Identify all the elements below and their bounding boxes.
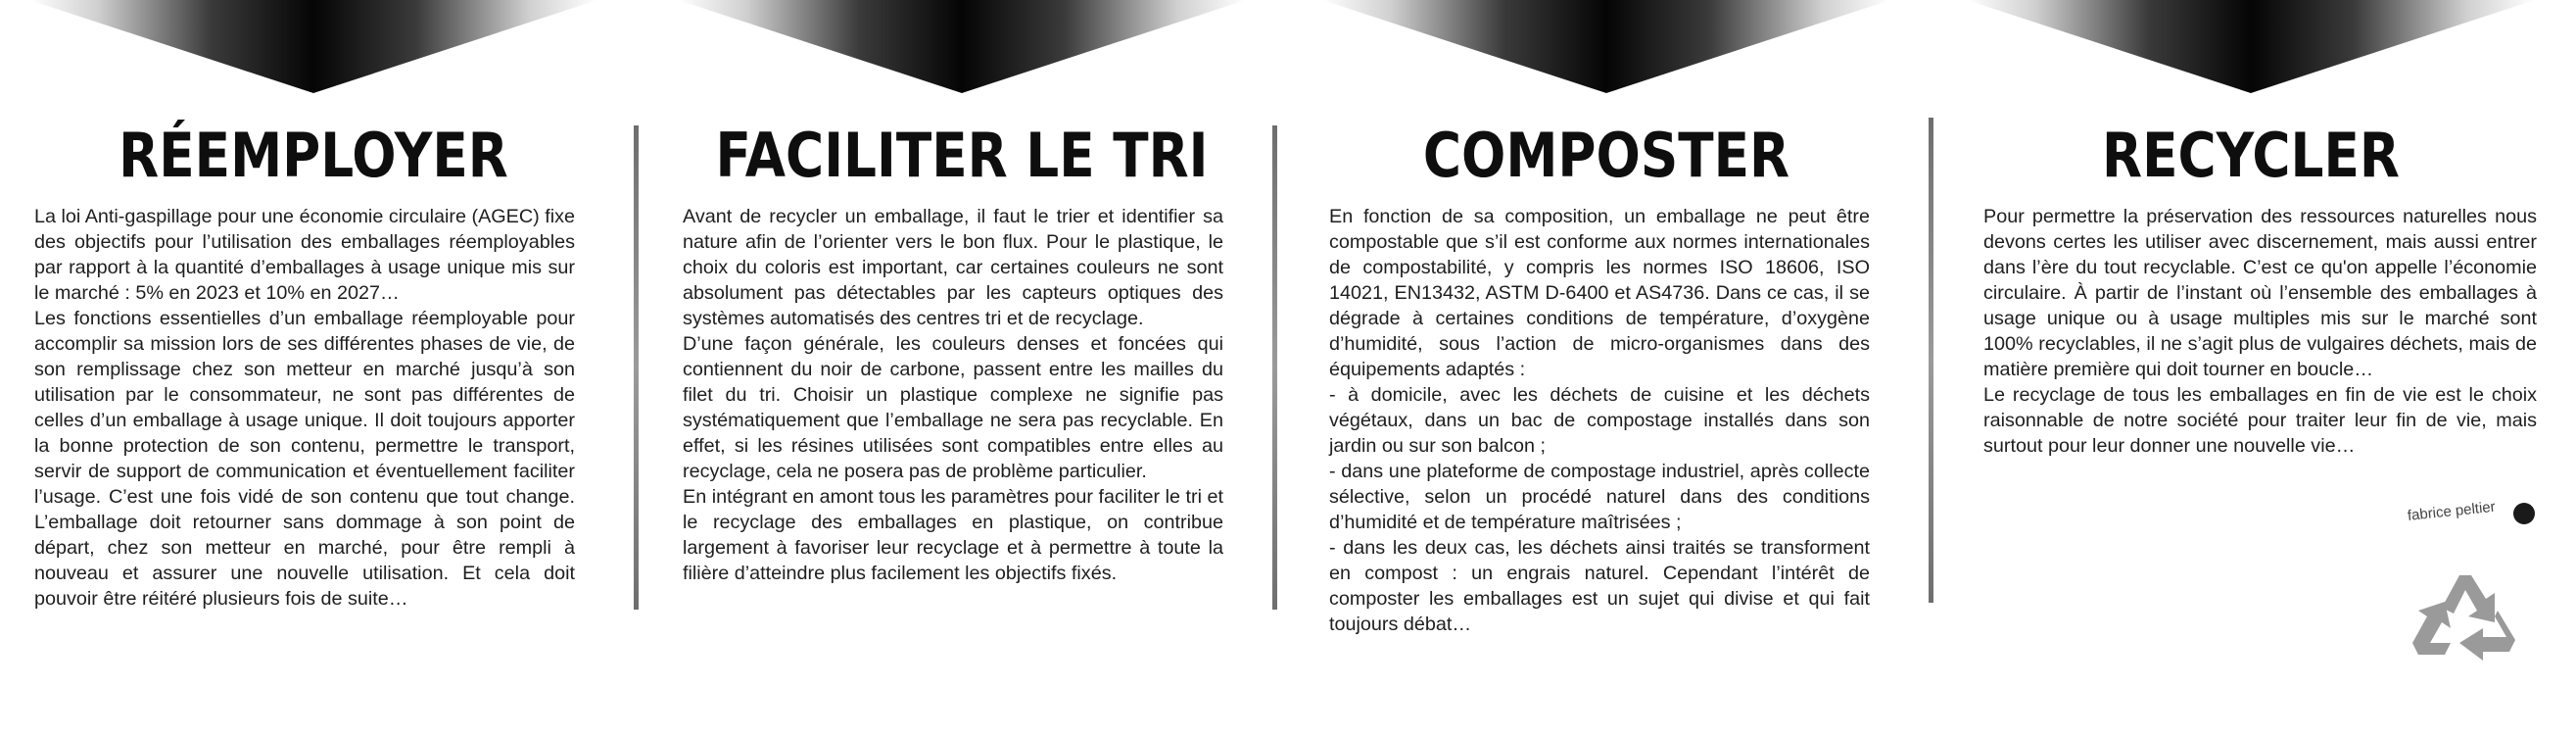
chevron-banner-graphic xyxy=(648,0,1275,93)
paragraph: Avant de recycler un emballage, il faut le trier et identifier sa nature afin de l’orienter vers le bon flux. Pour le plastique, le choix du coloris est important, car certaines couleurs ne sont absolument pas détectables par les capteurs optiques des systèmes automatisés des centres tri et de recyclage. xyxy=(683,206,1223,329)
section-heading: FACILITER LE TRI xyxy=(715,120,1209,191)
paragraph: Les fonctions essentielles d’un emballage réemployable pour accomplir sa mission lors de ses différentes phases de vie, de son remplissage chez son metteur en marché jusqu’à son utilisation par le consommateur, ne sont pas différentes de celles d’un emballage à usage unique. Il doit toujours apporter la bonne protection de son contenu, permettre le transport, servir de support de communication et éventuellement faciliter l’usage. C’est une fois vidé de son contenu que tout change. L’emballage doit retourner sans dommage à son point de départ, chez son metteur en marché, pour être rempli à nouveau et assurer une nouvelle utilisation. Et cela doit pouvoir être réitéré plusieurs fois de suite… xyxy=(34,308,575,610)
paragraph: - dans une plateforme de compostage industriel, après collecte sélective, selon un procédé naturel dans des conditions d’humidité et de température maîtrisées ; xyxy=(1329,461,1870,533)
paragraph: - dans les deux cas, les déchets ainsi traités se transforment en compost : un engrais naturel. Cependant l’intérêt de composter les emballages est un sujet qui divise et qui fait toujours débat… xyxy=(1329,537,1870,635)
column-divider xyxy=(1272,125,1277,610)
column-divider xyxy=(1929,118,1933,603)
section-heading: RÉEMPLOYER xyxy=(119,120,508,191)
column-composter xyxy=(1293,0,1920,737)
paragraph: La loi Anti-gaspillage pour une économie circulaire (AGEC) fixe des objectifs pour l’utilisation des emballages réemployables par rapport à la quantité d’emballages à usage unique mis sur le marché : 5% en 2023 et 10% en 2027… xyxy=(34,206,575,304)
paragraph: - à domicile, avec les déchets de cuisine et les déchets végétaux, dans un bac de compostage installés dans son jardin ou sur son balcon ; xyxy=(1329,384,1870,457)
recycle-icon xyxy=(2392,543,2539,690)
section-body xyxy=(1983,204,2537,459)
section-heading: RECYCLER xyxy=(2102,120,2400,191)
paragraph: Pour permettre la préservation des ressources naturelles nous devons certes les utiliser avec discernement, mais aussi entrer dans l’ère du tout recyclable. C’est ce qu'on appelle l’économie circulaire. À partir de l’instant où l’ensemble des emballages à usage unique ou à usage multiples mis sur le marché sont 100% recyclables, il ne s’agit plus de vulgaires déchets, mais de matière première qui doit tourner en boucle… xyxy=(1983,206,2537,380)
column-divider xyxy=(634,125,639,610)
section-body xyxy=(1329,204,1870,637)
paragraph: D’une façon générale, les couleurs denses et foncées qui contiennent du noir de carbone, passent entre les mailles du filet du tri. Choisir un plastique complexe ne signifie pas systématiquement que l’emballage ne sera pas recyclable. En effet, si les résines utilisées sont compatibles entre elles au recyclage, cela ne posera pas de problème particulier. xyxy=(683,333,1223,482)
section-heading: COMPOSTER xyxy=(1422,120,1790,191)
chevron-banner-graphic xyxy=(1937,0,2564,93)
paragraph: En intégrant en amont tous les paramètres pour faciliter le tri et le recyclage des emballages en plastique, on contribue largement à favoriser leur recyclage et à permettre à toute la filière d’atteindre plus facilement les objectifs fixés. xyxy=(683,486,1223,584)
chevron-banner-graphic xyxy=(0,0,627,93)
chevron-banner-graphic xyxy=(1293,0,1920,93)
column-faciliter-le-tri xyxy=(648,0,1275,737)
signature-dot-icon xyxy=(2513,503,2535,524)
signature: fabrice peltier xyxy=(2407,498,2497,524)
column-reemployer xyxy=(0,0,627,737)
section-body xyxy=(683,204,1223,586)
paragraph: En fonction de sa composition, un emballage ne peut être compostable que s’il est conforme aux normes internationales de compostabilité, y compris les normes ISO 18606, ISO 14021, EN13432, ASTM D-6400 et AS4736. Dans ce cas, il se dégrade à certaines conditions de température, d’oxygène d’humidité, sous l’action de micro-organismes dans des équipements adaptés : xyxy=(1329,206,1870,380)
paragraph: Le recyclage de tous les emballages en fin de vie est le choix raisonnable de notre société pour traiter leur fin de vie, mais surtout pour leur donner une nouvelle vie… xyxy=(1983,384,2537,457)
section-body xyxy=(34,204,575,612)
